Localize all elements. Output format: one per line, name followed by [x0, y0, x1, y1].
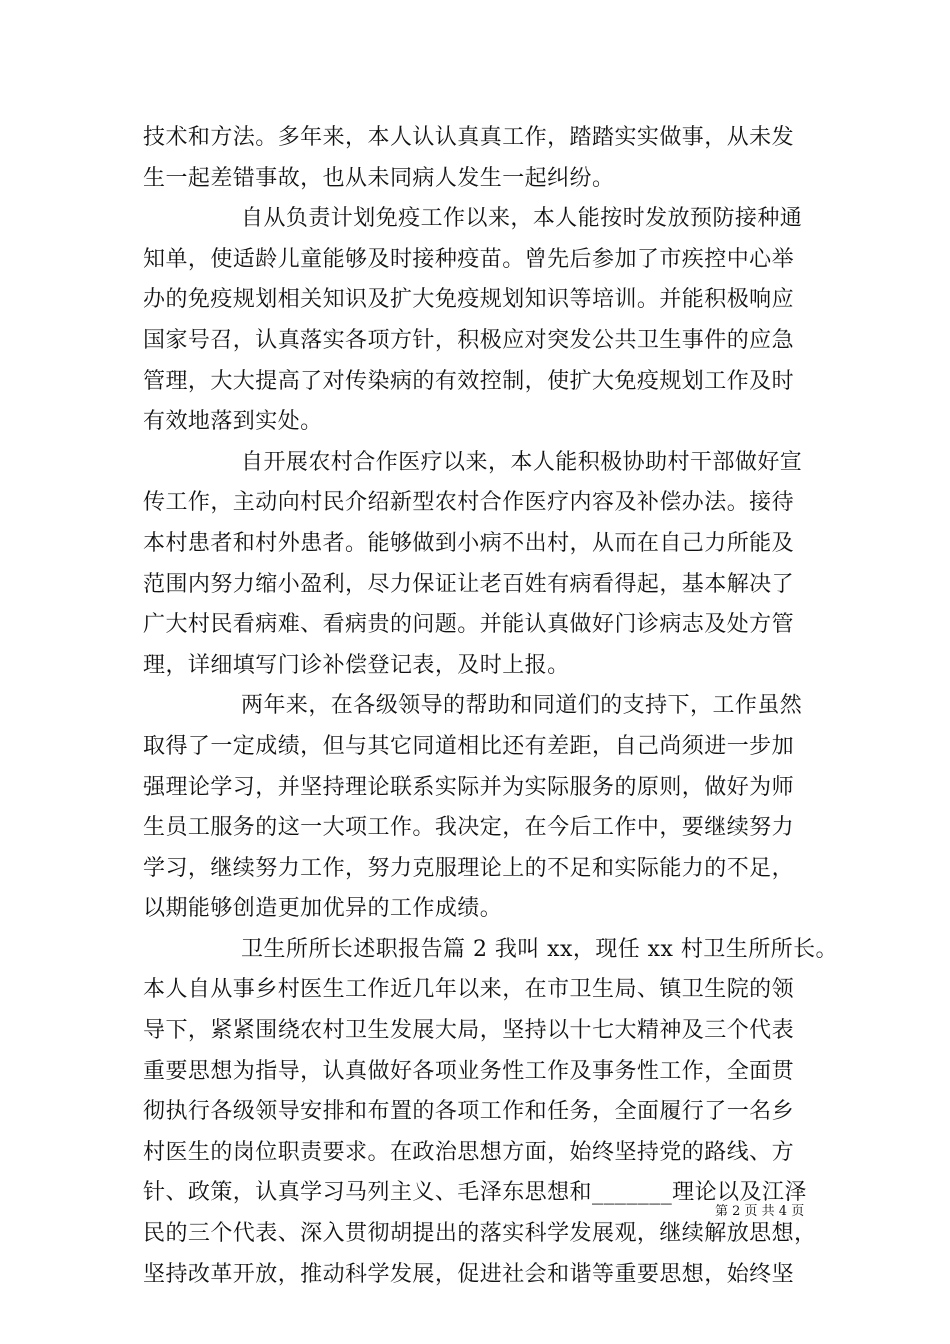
- text-line: 强理论学习，并坚持理论联系实际并为实际服务的原则，做好为师: [143, 774, 795, 800]
- text-line: 有效地落到实处。: [143, 409, 323, 435]
- text-line: 办的免疫规划相关知识及扩大免疫规划知识等培训。并能积极响应: [143, 287, 795, 313]
- text-line: 两年来，在各级领导的帮助和同道们的支持下，工作虽然: [241, 693, 803, 719]
- text-line: 针、政策，认真学习马列主义、毛泽东思想和_______理论以及江泽: [143, 1180, 807, 1206]
- text-line: 国家号召，认真落实各项方针，积极应对突发公共卫生事件的应急: [143, 327, 795, 353]
- text-line: 自从负责计划免疫工作以来，本人能按时发放预防接种通: [241, 206, 803, 232]
- text-line: 自开展农村合作医疗以来，本人能积极协助村干部做好宣: [241, 449, 803, 475]
- page-footer: 第 2 页 共 4 页: [715, 1204, 805, 1219]
- text-line: 本村患者和村外患者。能够做到小病不出村，从而在自己力所能及: [143, 530, 795, 556]
- text-line: 村医生的岗位职责要求。在政治思想方面，始终坚持党的路线、方: [143, 1139, 795, 1165]
- text-line: 知单，使适龄儿童能够及时接种疫苗。曾先后参加了市疾控中心举: [143, 246, 795, 272]
- text-line: 取得了一定成绩，但与其它同道相比还有差距，自己尚须进一步加: [143, 733, 795, 759]
- text-line: 导下，紧紧围绕农村卫生发展大局，坚持以十七大精神及三个代表: [143, 1018, 795, 1044]
- text-line: 管理，大大提高了对传染病的有效控制，使扩大免疫规划工作及时: [143, 368, 795, 394]
- text-line: 范围内努力缩小盈利，尽力保证让老百姓有病看得起，基本解决了: [143, 571, 795, 597]
- text-line: 传工作，主动向村民介绍新型农村合作医疗内容及补偿办法。接待: [143, 490, 795, 516]
- text-line: 重要思想为指导，认真做好各项业务性工作及事务性工作，全面贯: [143, 1058, 795, 1084]
- text-line: 以期能够创造更加优异的工作成绩。: [143, 896, 503, 922]
- text-line: 卫生所所长述职报告篇 2 我叫 xx，现任 xx 村卫生所所长。: [241, 936, 838, 962]
- text-line: 技术和方法。多年来，本人认认真真工作，踏踏实实做事，从未发: [143, 125, 795, 150]
- text-line: 本人自从事乡村医生工作近几年以来，在市卫生局、镇卫生院的领: [143, 977, 795, 1003]
- text-line: 彻执行各级领导安排和布置的各项工作和任务，全面履行了一名乡: [143, 1099, 795, 1125]
- text-line: 广大村民看病难、看病贵的问题。并能认真做好门诊病志及处方管: [143, 612, 795, 638]
- text-line: 理，详细填写门诊补偿登记表，及时上报。: [143, 652, 570, 678]
- text-line: 生员工服务的这一大项工作。我决定，在今后工作中，要继续努力: [143, 815, 795, 841]
- text-line: 民的三个代表、深入贯彻胡提出的落实科学发展观，继续解放思想，: [143, 1221, 817, 1247]
- text-line: 学习，继续努力工作，努力克服理论上的不足和实际能力的不足，: [143, 855, 795, 881]
- text-line: 生一起差错事故，也从未同病人发生一起纠纷。: [143, 165, 615, 191]
- document-body: [143, 118, 838, 1295]
- text-line: 坚持改革开放，推动科学发展，促进社会和谐等重要思想，始终坚: [143, 1261, 795, 1287]
